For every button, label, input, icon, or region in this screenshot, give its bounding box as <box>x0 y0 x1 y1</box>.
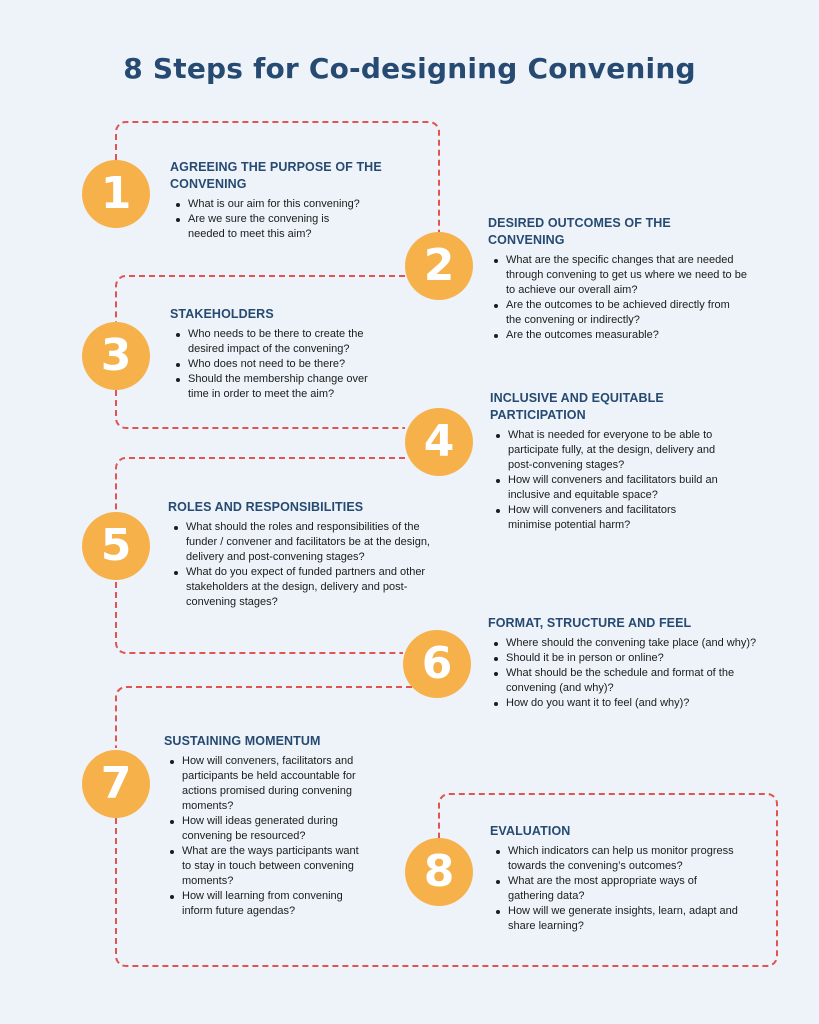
step-5-heading: ROLES AND RESPONSIBILITIES <box>168 500 364 514</box>
list-item: What are the ways participants want to stay in touch between convening moments? <box>182 844 364 889</box>
list-item: How will conveners and facilitators build an inclusive and equitable space? <box>508 473 755 503</box>
step-8-list <box>490 844 760 934</box>
list-item: Who needs to be there to create the desired impact of the convening? <box>188 327 385 357</box>
step-2-list <box>488 253 748 343</box>
step-3-heading: STAKEHOLDERS <box>170 307 274 321</box>
step-2-block <box>488 215 748 343</box>
step-6-number-circle: 6 <box>403 630 471 698</box>
list-item: What is needed for everyone to be able to participate fully, at the design, delivery and post-convening stages? <box>508 428 736 473</box>
list-item: How will conveners, facilitators and participants be held accountable for actions promised during convening moments? <box>182 754 364 814</box>
step-4-list <box>490 428 755 533</box>
list-item: What is our aim for this convening? <box>188 197 385 212</box>
step-5-number-circle: 5 <box>82 512 150 580</box>
list-item: Should it be in person or online? <box>506 651 778 666</box>
list-item: How will we generate insights, learn, adapt and share learning? <box>508 904 748 934</box>
step-8-number-circle: 8 <box>405 838 473 906</box>
list-item: Are the outcomes to be achieved directly from the convening or indirectly? <box>506 299 730 326</box>
step-2-number-circle: 2 <box>405 232 473 300</box>
list-item: Where should the convening take place (and why)? <box>506 636 778 651</box>
list-item: What should be the schedule and format of the convening (and why)? <box>506 666 756 696</box>
step-1-heading: AGREEING THE PURPOSE OF THE CONVENING <box>170 160 382 191</box>
step-5-block <box>168 499 440 610</box>
step-6-heading: FORMAT, STRUCTURE AND FEEL <box>488 616 692 630</box>
list-item: What do you expect of funded partners and other stakeholders at the design, delivery and post-convening stages? <box>186 565 440 610</box>
step-3-block <box>170 306 385 402</box>
step-4-block <box>490 390 755 533</box>
list-item: What are the most appropriate ways of gathering data? <box>508 874 723 904</box>
step-7-number-circle: 7 <box>82 750 150 818</box>
page-title: 8 Steps for Co-designing Convening <box>123 52 696 85</box>
step-6-block <box>488 615 778 711</box>
step-1-number-circle: 1 <box>82 160 150 228</box>
step-8-block <box>490 823 760 934</box>
list-item: Are the outcomes measurable? <box>506 328 748 343</box>
list-item: How will conveners and facilitators minimise potential harm? <box>508 503 708 533</box>
list-item: How do you want it to feel (and why)? <box>506 696 778 711</box>
step-7-list <box>164 754 364 919</box>
step-2-heading: DESIRED OUTCOMES OF THE CONVENING <box>488 216 671 247</box>
step-4-number-circle: 4 <box>405 408 473 476</box>
list-item: Who does not need to be there? <box>188 357 385 372</box>
step-3-number-circle: 3 <box>82 322 150 390</box>
list-item: Should the membership change over time in order to meet the aim? <box>188 372 373 402</box>
step-5-list <box>168 520 440 610</box>
list-item: Are we sure the convening is needed to meet this aim? <box>188 212 358 242</box>
step-7-heading: SUSTAINING MOMENTUM <box>164 734 321 748</box>
list-item: What should the roles and responsibilities of the funder / convener and facilitators be at the design, delivery and post-convening stages? <box>186 520 440 565</box>
step-8-heading: EVALUATION <box>490 824 571 838</box>
list-item: How will learning from convening inform future agendas? <box>182 889 364 919</box>
step-7-block <box>164 733 364 919</box>
step-4-heading: INCLUSIVE AND EQUITABLE PARTICIPATION <box>490 391 664 422</box>
step-3-list <box>170 327 385 402</box>
step-1-list <box>170 197 385 242</box>
list-item: What are the specific changes that are needed through convening to get us where we need to be to achieve our overall aim? <box>506 254 747 296</box>
list-item: How will ideas generated during convening be resourced? <box>182 814 364 844</box>
step-1-block <box>170 159 385 242</box>
list-item: Which indicators can help us monitor progress towards the convening’s outcomes? <box>508 844 758 874</box>
step-6-list <box>488 636 778 711</box>
